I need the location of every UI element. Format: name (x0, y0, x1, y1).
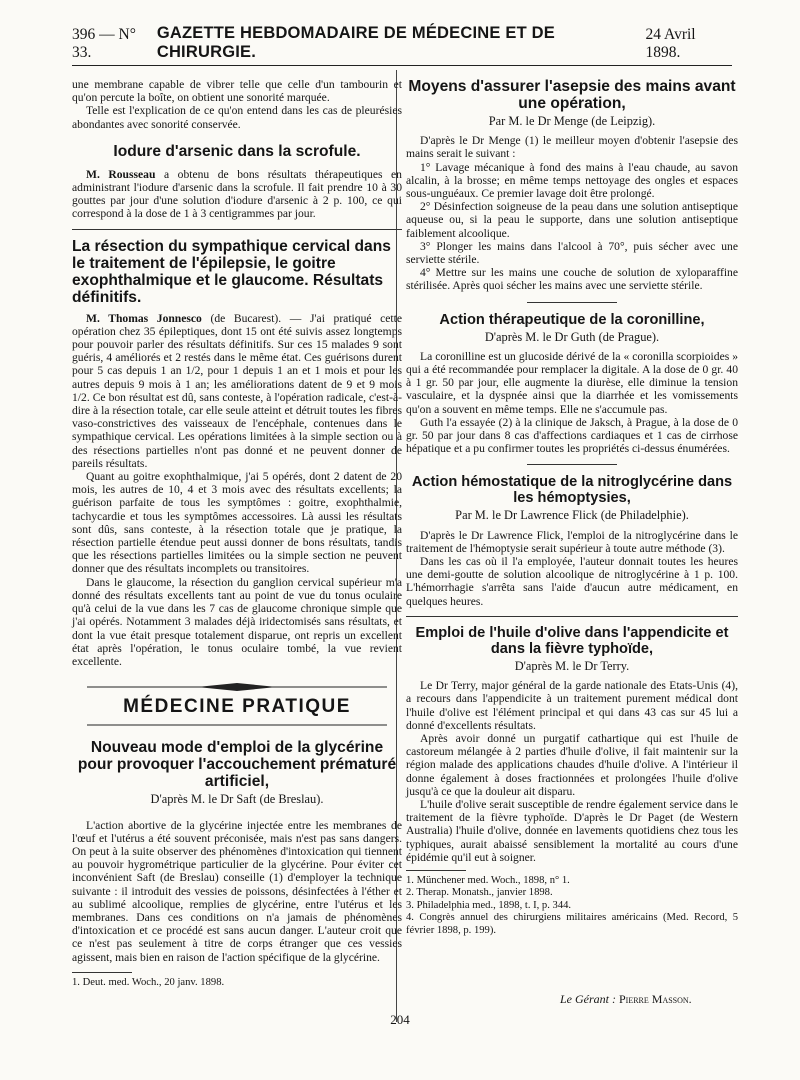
divider (72, 229, 402, 230)
article-title-glycerine: Nouveau mode d'emploi de la glycérine pour provoquer l'accouchement prématuré artificiel, (77, 739, 397, 791)
article-title-asepsie: Moyens d'assurer l'asepsie des mains avant une opération, (408, 78, 736, 112)
divider (527, 302, 617, 303)
author-name: M. Rousseau (86, 167, 156, 181)
publisher-signature (560, 992, 692, 1007)
divider (527, 464, 617, 465)
signature-name: Pierre Masson. (619, 992, 692, 1006)
paragraph: Dans les cas où il l'a employée, l'auteur donnait toutes les heures une demi-goutte de solution alcoolique de nitroglycérine à 1 p. 100. L'hémorrhagie s'arrêta sans l'aide d'aucun autre médicament, en quelques heures. (406, 555, 738, 608)
footnote-rule (406, 870, 466, 871)
list-item: 3° Plonger les mains dans l'alcool à 70°, puis sécher avec une serviette stérile. (406, 239, 738, 267)
byline: D'après M. le Dr Terry. (514, 658, 630, 673)
section-heading: MÉDECINE PRATIQUE (123, 696, 351, 718)
paragraph: Après avoir donné un purgatif cathartique qui est l'huile de castoreum mélangée à 2 parties d'huile d'olive, il fait maintenir sur la région malade des applications chaudes d'huile d'olive. A l'intérieur il donne également à doses fractionnées et prolongées l'huile d'olive jusqu'à ce que la douleur ait disparu. (406, 731, 738, 798)
byline: Par M. le Dr Lawrence Flick (de Philadelphie). (455, 508, 689, 523)
running-header (72, 24, 732, 66)
footnote: 3. Philadelphia med., 1898, t. I, p. 344. (406, 899, 572, 911)
footnote: 1. Deut. med. Woch., 20 janv. 1898. (72, 976, 225, 988)
header-journal-title: GAZETTE HEBDOMADAIRE DE MÉDECINE ET DE CHIRURGIE. (156, 24, 555, 61)
header-page-info: 396 — N° 33. (72, 26, 136, 61)
article-title-olive: Emploi de l'huile d'olive dans l'appendicite et dans la fièvre typhoïde, (415, 624, 729, 657)
signature-label: Le Gérant : (560, 992, 619, 1006)
paragraph: D'après le Dr Lawrence Flick, l'emploi de la nitroglycérine dans le traitement de l'hémoptysie serait supérieur à toute autre méthode (3). (406, 528, 738, 555)
ornament-divider (87, 680, 387, 694)
paragraph: Le Dr Terry, major général de la garde nationale des Etats-Unis (4), a recours dans l'appendicite à un traitement purement médical dont l'huile d'olive est l'élément principal et qui dans 43 cas sur 45 lui a donné d'excellents résultats. (406, 679, 738, 732)
list-item: 2° Désinfection soigneuse de la peau dans une solution antiseptique aqueuse ou, si la peau le supporte, dans une solution antiseptique faiblement alcoolique. (406, 200, 738, 240)
paragraph: D'après le Dr Menge (1) le meilleur moyen d'obtenir l'asepsie des mains serait le suivant : (406, 134, 738, 161)
right-column (406, 78, 738, 937)
paragraph: La coronilline est un glucoside dérivé de la « coronilla scorpioides » qui a été recommandée pour remplacer la digitale. A la dose de 0 gr. 40 à 1 gr. 50 par jour, elle augmente la diurèse, elle diminue la tension vasculaire, et la dyspnée ainsi que la diarrhée et les vomissements qu'on a souvent en même temps. Elle ne s'accumule pas. (406, 349, 738, 416)
byline: Par M. le Dr Menge (de Leipzig). (488, 114, 656, 128)
article-title-resection: La résection du sympathique cervical dans le traitement de l'épilepsie, le goitre exophthalmique et le glaucome. Résultats définitifs. (72, 237, 391, 306)
paragraph: L'huile d'olive serait susceptible de rendre également service dans le traitement de la fièvre typhoïde. D'après le Dr Paget (de Western Australia) l'huile d'olive, donnée en lavements quotidiens chez tous les typhiques, aurait abaissé sensiblement la mortalité au cours d'une épidémie qu'il eut à soigner. (406, 797, 738, 864)
paragraph (72, 312, 402, 470)
paragraph: Quant au goitre exophthalmique, j'ai 5 opérés, dont 2 datent de 20 mois, les autres de 10, 4 et 3 mois avec des résultats excellents; la guérison parfaite de tous les symptômes : goitre, exophthalmie, tachycardie et tous les symptômes accessoires. Là aussi les résultats sont dûs, sans conteste, à la résection totale que je pratique, la résection partielle étendue peut aussi donner de bons résultats, tandis que les résections partielles limitées ou la simple section ne peuvent donner que des résultats incomplets ou transitoires. (72, 470, 402, 576)
list-item: 4° Mettre sur les mains une couche de solution de xyloparaffine stérilisée. Après quoi sécher les mains avec une serviette stérile. (406, 266, 738, 293)
paragraph: une membrane capable de vibrer telle que celle d'un tambourin et qu'on percute la boîte, on obtient une sonorité marquée. (72, 78, 402, 105)
paragraph: Telle est l'explication de ce qu'on entend dans les cas de pleurésies abondantes avec sonorité conservée. (72, 104, 402, 131)
article-title-iodure: Iodure d'arsenic dans la scrofule. (113, 142, 361, 160)
left-column (72, 78, 402, 989)
byline: D'après M. le Dr Guth (de Prague). (484, 329, 660, 344)
footnote: 1. Münchener med. Woch., 1898, n° 1. (406, 874, 570, 886)
paragraph-text: (de Bucarest). — J'ai pratiqué cette opération chez 35 épileptiques, dont 15 ont été suivis assez longtemps pour pouvoir parler des résultats définitifs. Sur ces 15 malades 9 sont guéris, 4 améliorés et 2 restés dans le même état. Ces guérisons durent pour 5 cas depuis 1 an 1/2, pour 1 depuis 1 an et 1 mois et pour les autres depuis 9 mois à 1 an; les améliorations datent de 9 et 9 mois 1/2. Ce bon résultat est dû, sans conteste, à l'opération radicale, c'est-à-dire à la résection totale, car elle seule atteint et détruit toutes les fibres vaso-constrictives des vaisseaux de l'encéphale, contenues dans le sympathique cervical. Les opérations limitées à la simple section ou à des résections partielles n'ont pas donné et ne peuvent donner de pareils résultats. (72, 311, 402, 470)
byline: D'après M. le Dr Saft (de Breslau). (150, 792, 324, 807)
ornament-divider (87, 721, 387, 729)
paragraph: Dans le glaucome, la résection du ganglion cervical supérieur m'a donné des résultats excellents tant au point de vue du tonus oculaire qu'à celui de la vue dans les 7 cas de glaucome chronique simple que j'ai opérés. Notamment 3 malades déjà iridectomisés sans résultats, et dont la vue était presque totalement disparue, ont repris un excellent état après l'opération, le tonus oculaire tombé, la vue revient excellente. (72, 575, 402, 668)
header-date: 24 Avril 1898. (645, 26, 696, 61)
article-title-nitroglycerine: Action hémostatique de la nitroglycérine dans les hémoptysies, (411, 474, 733, 507)
paragraph (72, 168, 402, 221)
article-title-coronilline: Action thérapeutique de la coronilline, (439, 311, 705, 328)
paragraph: L'action abortive de la glycérine injectée entre les membranes de l'œuf et l'utérus a été souvent préconisée, mais n'est pas sans dangers. On peut à la suite observer des phénomènes d'intoxication qui tiennent au pouvoir hygrométrique particulier de la glycérine. Pour éviter cet inconvénient Saft (de Breslau) conseille (1) d'employer la technique suivante : il introduit des vessies de poissons, désinfectées à l'éther et au sublimé alcoolique, remplies de glycérine, entre l'utérus et les membranes. Dans ces conditions on n'a jamais de phénomènes d'intoxication et ce procédé est sans aucun danger. L'auteur croit que ce n'est pas seulement à titre de corps étranger que ces vessies agissent, mais bien en raison de l'action spécifique de la glycérine. (72, 818, 402, 964)
list-item: 1° Lavage mécanique à fond des mains à l'eau chaude, au savon alcalin, à la brosse; en même temps nettoyage des ongles et espaces sous-unguéaux. Ce premier lavage doit être prolongé. (406, 160, 738, 201)
divider (406, 616, 738, 617)
footnote: 4. Congrès annuel des chirurgiens militaires américains (Med. Record, 5 février 1898, p. 199). (406, 912, 738, 936)
paragraph: Guth l'a essayée (2) à la clinique de Jaksch, à Prague, à la dose de 0 gr. 50 par jour dans 8 cas d'affections cardiaques et 1 cas de cirrhose hépatique et a pu confirmer toutes les propriétés ci-dessus énumérées. (406, 415, 738, 456)
footnote: 2. Therap. Monatsh., janvier 1898. (406, 887, 553, 899)
page-number: 204 (390, 1012, 410, 1027)
footnote-rule (72, 972, 132, 973)
author-name: M. Thomas Jonnesco (86, 311, 202, 325)
paragraph-text: a obtenu de bons résultats thérapeutiques en administrant l'iodure d'arsenic dans la scrofule. Il fait prendre 10 à 30 gouttes par jour d'une solution d'iodure d'arsenic à 2 p. 100, ce qui correspond à la dose de 1 à 3 centigrammes par jour. (72, 167, 402, 221)
